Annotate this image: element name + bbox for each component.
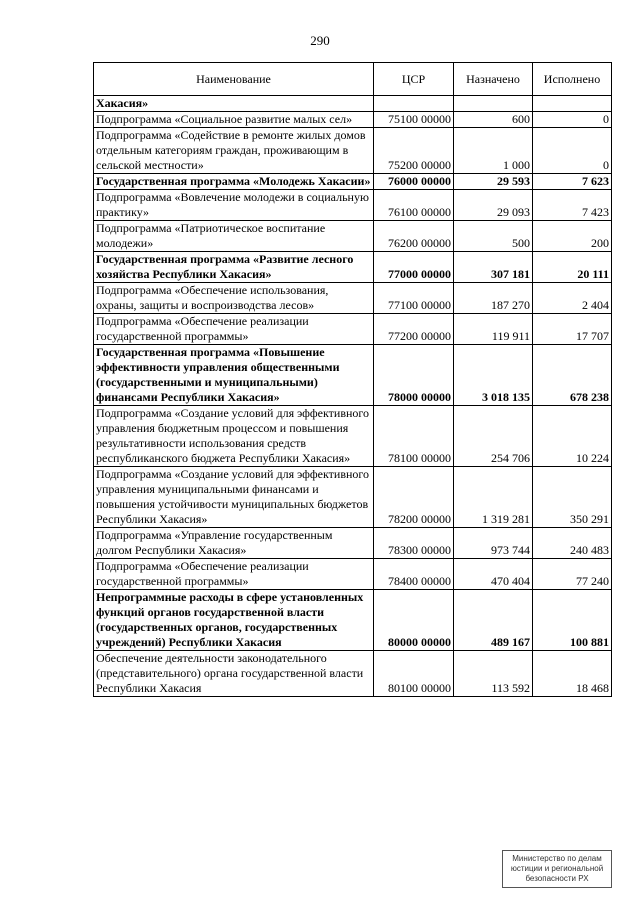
table-row (94, 112, 612, 128)
row-code: 78400 00000 (374, 559, 454, 590)
header-name: Наименование (94, 63, 374, 96)
row-executed: 2 404 (533, 283, 612, 314)
table-row (94, 252, 612, 283)
row-planned: 489 167 (454, 590, 533, 651)
row-name: Подпрограмма «Обеспечение реализации государственной программы» (94, 314, 374, 345)
row-code: 76100 00000 (374, 190, 454, 221)
row-code: 77100 00000 (374, 283, 454, 314)
row-planned: 29 093 (454, 190, 533, 221)
table-row (94, 528, 612, 559)
table-row (94, 590, 612, 651)
row-planned: 500 (454, 221, 533, 252)
row-name: Подпрограмма «Обеспечение реализации государственной программы» (94, 559, 374, 590)
row-executed: 17 707 (533, 314, 612, 345)
row-planned: 307 181 (454, 252, 533, 283)
row-planned: 29 593 (454, 174, 533, 190)
row-code (374, 96, 454, 112)
row-executed: 678 238 (533, 345, 612, 406)
row-name: Подпрограмма «Патриотическое воспитание молодежи» (94, 221, 374, 252)
row-code: 78000 00000 (374, 345, 454, 406)
row-executed: 200 (533, 221, 612, 252)
row-executed: 0 (533, 112, 612, 128)
row-executed: 100 881 (533, 590, 612, 651)
row-planned: 119 911 (454, 314, 533, 345)
row-planned: 1 319 281 (454, 467, 533, 528)
table-row (94, 467, 612, 528)
row-code: 78100 00000 (374, 406, 454, 467)
page-number: 290 (310, 33, 330, 48)
registration-stamp: Министерство по делам юстиции и региональной безопасности РХ (502, 850, 612, 888)
table-row (94, 96, 612, 112)
row-executed: 350 291 (533, 467, 612, 528)
table-row (94, 190, 612, 221)
table-row (94, 128, 612, 174)
row-executed: 0 (533, 128, 612, 174)
header-code: ЦСР (374, 63, 454, 96)
table-header-row (94, 63, 612, 96)
row-planned: 600 (454, 112, 533, 128)
row-code: 78300 00000 (374, 528, 454, 559)
row-code: 80100 00000 (374, 651, 454, 697)
row-planned: 470 404 (454, 559, 533, 590)
row-name: Непрограммные расходы в сфере установленных функций органов государственной власти (государственных органов, государственных учреждений) Республики Хакасия (94, 590, 374, 651)
row-planned (454, 96, 533, 112)
row-code: 78200 00000 (374, 467, 454, 528)
row-planned: 973 744 (454, 528, 533, 559)
table-row (94, 345, 612, 406)
row-code: 75200 00000 (374, 128, 454, 174)
row-code: 76200 00000 (374, 221, 454, 252)
row-name: Обеспечение деятельности законодательного (представительного) органа государственной власти Республики Хакасия (94, 651, 374, 697)
row-executed: 7 423 (533, 190, 612, 221)
row-planned: 254 706 (454, 406, 533, 467)
row-planned: 187 270 (454, 283, 533, 314)
row-name: Подпрограмма «Содействие в ремонте жилых домов отдельным категориям граждан, проживающим в сельской местности» (94, 128, 374, 174)
row-code: 80000 00000 (374, 590, 454, 651)
row-executed: 240 483 (533, 528, 612, 559)
table-row (94, 283, 612, 314)
row-name: Подпрограмма «Вовлечение молодежи в социальную практику» (94, 190, 374, 221)
table-row (94, 406, 612, 467)
header-planned: Назначено (454, 63, 533, 96)
row-name: Подпрограмма «Создание условий для эффективного управления муниципальными финансами и повышения устойчивости муниципальных бюджетов Республики Хакасия» (94, 467, 374, 528)
row-name: Хакасия» (94, 96, 374, 112)
row-executed: 10 224 (533, 406, 612, 467)
row-executed: 18 468 (533, 651, 612, 697)
table-row (94, 651, 612, 697)
row-name: Государственная программа «Молодежь Хакасии» (94, 174, 374, 190)
row-name: Государственная программа «Повышение эффективности управления общественными (государственными и муниципальными) финансами Республики Хакасия» (94, 345, 374, 406)
table-row (94, 314, 612, 345)
row-planned: 3 018 135 (454, 345, 533, 406)
row-name: Подпрограмма «Создание условий для эффективного управления бюджетным процессом и повышения результативности использования средств республиканского бюджета Республики Хакасия» (94, 406, 374, 467)
table-row (94, 174, 612, 190)
row-code: 77200 00000 (374, 314, 454, 345)
row-code: 76000 00000 (374, 174, 454, 190)
row-executed: 77 240 (533, 559, 612, 590)
row-planned: 113 592 (454, 651, 533, 697)
row-executed: 20 111 (533, 252, 612, 283)
row-name: Подпрограмма «Социальное развитие малых сел» (94, 112, 374, 128)
row-name: Государственная программа «Развитие лесного хозяйства Республики Хакасия» (94, 252, 374, 283)
table-row (94, 559, 612, 590)
header-executed: Исполнено (533, 63, 612, 96)
row-code: 75100 00000 (374, 112, 454, 128)
row-name: Подпрограмма «Обеспечение использования, охраны, защиты и воспроизводства лесов» (94, 283, 374, 314)
table-row (94, 221, 612, 252)
row-name: Подпрограмма «Управление государственным долгом Республики Хакасия» (94, 528, 374, 559)
row-planned: 1 000 (454, 128, 533, 174)
row-executed (533, 96, 612, 112)
budget-table (93, 62, 612, 697)
row-code: 77000 00000 (374, 252, 454, 283)
row-executed: 7 623 (533, 174, 612, 190)
table-body (94, 96, 612, 697)
